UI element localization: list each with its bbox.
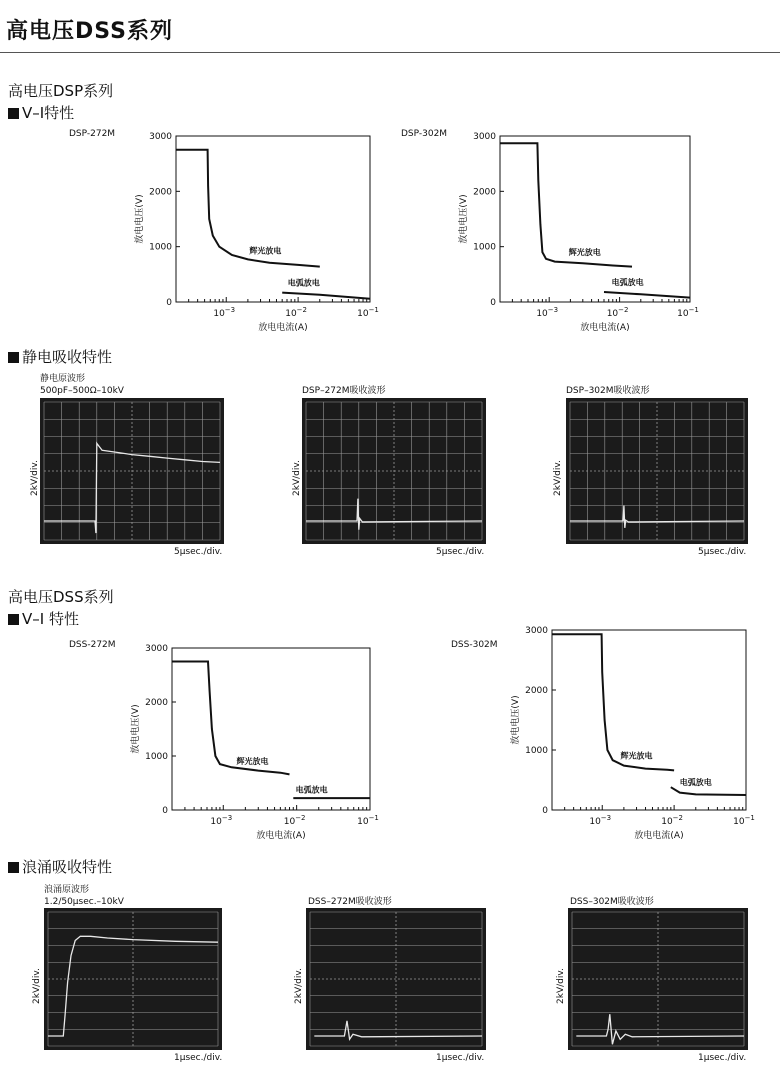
scope-ylabel-esd-dsp272: 2kV/div. (292, 460, 302, 496)
y-tick-label: 1000 (525, 746, 548, 756)
plot-frame (176, 136, 370, 302)
scope-caption-esd-original: 静电原波形 500pF–500Ω–10kV (40, 374, 124, 396)
page-title: 高电压DSS系列 (6, 19, 173, 44)
series-line-1 (176, 150, 320, 267)
subsection-surge-absorption (8, 856, 112, 877)
curve-annotation: 辉光放电 (620, 751, 653, 761)
scope-caption-esd-dsp272: DSP–272M吸收波形 (302, 386, 386, 396)
x-tick-label: $10^{-3}$ (210, 814, 233, 827)
curve-annotation: 电弧放电 (295, 785, 328, 795)
scope-xlabel-esd-dsp302: 5μsec./div. (698, 547, 747, 557)
scope-xlabel-esd-original: 5μsec./div. (174, 547, 223, 557)
x-tick-label: $10^{-2}$ (606, 306, 629, 319)
subsection-static-absorption-label: 静电吸收特性 (22, 348, 113, 366)
y-axis-label: 放电电压(V) (131, 704, 141, 754)
scope-ylabel-surge-dss272: 2kV/div. (294, 968, 304, 1004)
subsection-surge-absorption-label: 浪涌吸收特性 (22, 858, 113, 876)
scope-caption-surge-dss302: DSS–302M吸收波形 (570, 897, 654, 907)
scope-screen-surge-original (44, 908, 222, 1050)
scope-ylabel-surge-dss302: 2kV/div. (556, 968, 566, 1004)
scope-ylabel-esd-original: 2kV/div. (30, 460, 40, 496)
vi-chart-dsp302 (444, 128, 704, 336)
x-tick-label: $10^{-3}$ (589, 814, 612, 827)
scope-screen-esd-dsp272 (302, 398, 486, 544)
x-tick-label: $10^{-3}$ (213, 306, 236, 319)
x-tick-label: $10^{-1}$ (733, 814, 755, 827)
scope-trace-surge-original (44, 908, 222, 1050)
y-tick-label: 2000 (473, 187, 496, 198)
vi-chart-dss272 (116, 638, 379, 841)
y-tick-label: 1000 (145, 752, 168, 762)
y-tick-label: 1000 (149, 242, 172, 253)
series-line-2 (671, 787, 746, 795)
scope-xlabel-surge-dss272: 1μsec./div. (436, 1053, 485, 1063)
scope-caption-surge-original: 浪涌原波形 1.2/50μsec.–10kV (44, 885, 124, 907)
curve-annotation: 电弧放电 (611, 277, 644, 287)
curve-annotation: 电弧放电 (679, 777, 712, 787)
subsection-dss-vi-label: V–I 特性 (22, 610, 79, 628)
series-line-1 (500, 143, 632, 266)
curve-annotation: 辉光放电 (568, 247, 601, 257)
scope-ylabel-surge-original: 2kV/div. (32, 968, 42, 1004)
y-tick-label: 0 (166, 298, 172, 308)
vi-chart-dss302 (506, 626, 755, 841)
series-line-2 (604, 292, 690, 298)
model-label-dss272: DSS-272M (69, 640, 116, 650)
x-axis-label: 放电电流(A) (634, 831, 684, 841)
section-title-dsp: 高电压DSP系列 (8, 82, 114, 100)
y-axis-label: 放电电压(V) (511, 695, 521, 745)
scope-screen-esd-original (40, 398, 224, 544)
subsection-dss-vi (8, 608, 79, 629)
scope-trace-surge-dss302 (568, 908, 748, 1050)
curve-annotation: 辉光放电 (249, 246, 282, 256)
curve-annotation: 电弧放电 (287, 278, 320, 288)
bullet-square-icon (8, 862, 19, 873)
scope-screen-esd-dsp302 (566, 398, 748, 544)
scope-trace-esd-dsp302 (566, 398, 748, 544)
plot-frame (172, 648, 370, 810)
x-tick-label: $10^{-1}$ (677, 306, 699, 319)
subsection-static-absorption (8, 346, 112, 367)
x-tick-label: $10^{-1}$ (357, 814, 379, 827)
y-axis-label: 放电电压(V) (459, 194, 469, 244)
bullet-square-icon (8, 108, 19, 119)
plot-frame (500, 136, 690, 302)
scope-trace-esd-original (40, 398, 224, 544)
bullet-square-icon (8, 614, 19, 625)
subsection-dsp-vi (8, 102, 74, 123)
model-label-dss302: DSS-302M (451, 640, 498, 650)
scope-trace-esd-dsp272 (302, 398, 486, 544)
series-line-1 (172, 662, 290, 775)
series-line-2 (282, 293, 370, 299)
model-label-dsp272: DSP-272M (69, 129, 116, 139)
x-tick-label: $10^{-2}$ (285, 306, 308, 319)
x-tick-label: $10^{-3}$ (536, 306, 559, 319)
scope-screen-surge-dss302 (568, 908, 748, 1050)
y-tick-label: 2000 (145, 698, 168, 708)
x-tick-label: $10^{-2}$ (661, 814, 684, 827)
curve-annotation: 辉光放电 (236, 757, 269, 767)
vi-chart-dsp272 (120, 128, 380, 336)
section-title-dss: 高电压DSS系列 (8, 588, 114, 606)
scope-trace-surge-dss272 (306, 908, 486, 1050)
scope-xlabel-surge-original: 1μsec./div. (174, 1053, 223, 1063)
x-axis-label: 放电电流(A) (256, 831, 306, 841)
y-tick-label: 1000 (473, 242, 496, 253)
scope-xlabel-esd-dsp272: 5μsec./div. (436, 547, 485, 557)
y-tick-label: 3000 (473, 132, 496, 142)
subsection-dsp-vi-label: V–I特性 (22, 104, 75, 122)
title-divider (0, 52, 780, 53)
scope-xlabel-surge-dss302: 1μsec./div. (698, 1053, 747, 1063)
y-tick-label: 2000 (525, 686, 548, 696)
y-tick-label: 2000 (149, 187, 172, 198)
y-tick-label: 3000 (149, 132, 172, 142)
y-tick-label: 0 (162, 806, 168, 816)
plot-frame (552, 630, 746, 810)
y-tick-label: 3000 (145, 644, 168, 654)
x-tick-label: $10^{-2}$ (283, 814, 306, 827)
scope-caption-surge-dss272: DSS–272M吸收波形 (308, 897, 392, 907)
scope-screen-surge-dss272 (306, 908, 486, 1050)
series-line-1 (552, 634, 674, 770)
y-tick-label: 0 (542, 806, 548, 816)
x-tick-label: $10^{-1}$ (357, 306, 379, 319)
bullet-square-icon (8, 352, 19, 363)
y-axis-label: 放电电压(V) (135, 194, 145, 244)
y-tick-label: 3000 (525, 626, 548, 636)
x-axis-label: 放电电流(A) (580, 323, 630, 333)
scope-caption-esd-dsp302: DSP–302M吸收波形 (566, 386, 650, 396)
x-axis-label: 放电电流(A) (258, 323, 308, 333)
y-tick-label: 0 (490, 298, 496, 308)
scope-waveform (314, 1021, 482, 1039)
scope-ylabel-esd-dsp302: 2kV/div. (553, 460, 563, 496)
model-label-dsp302: DSP-302M (401, 129, 448, 139)
scope-waveform (570, 506, 744, 528)
